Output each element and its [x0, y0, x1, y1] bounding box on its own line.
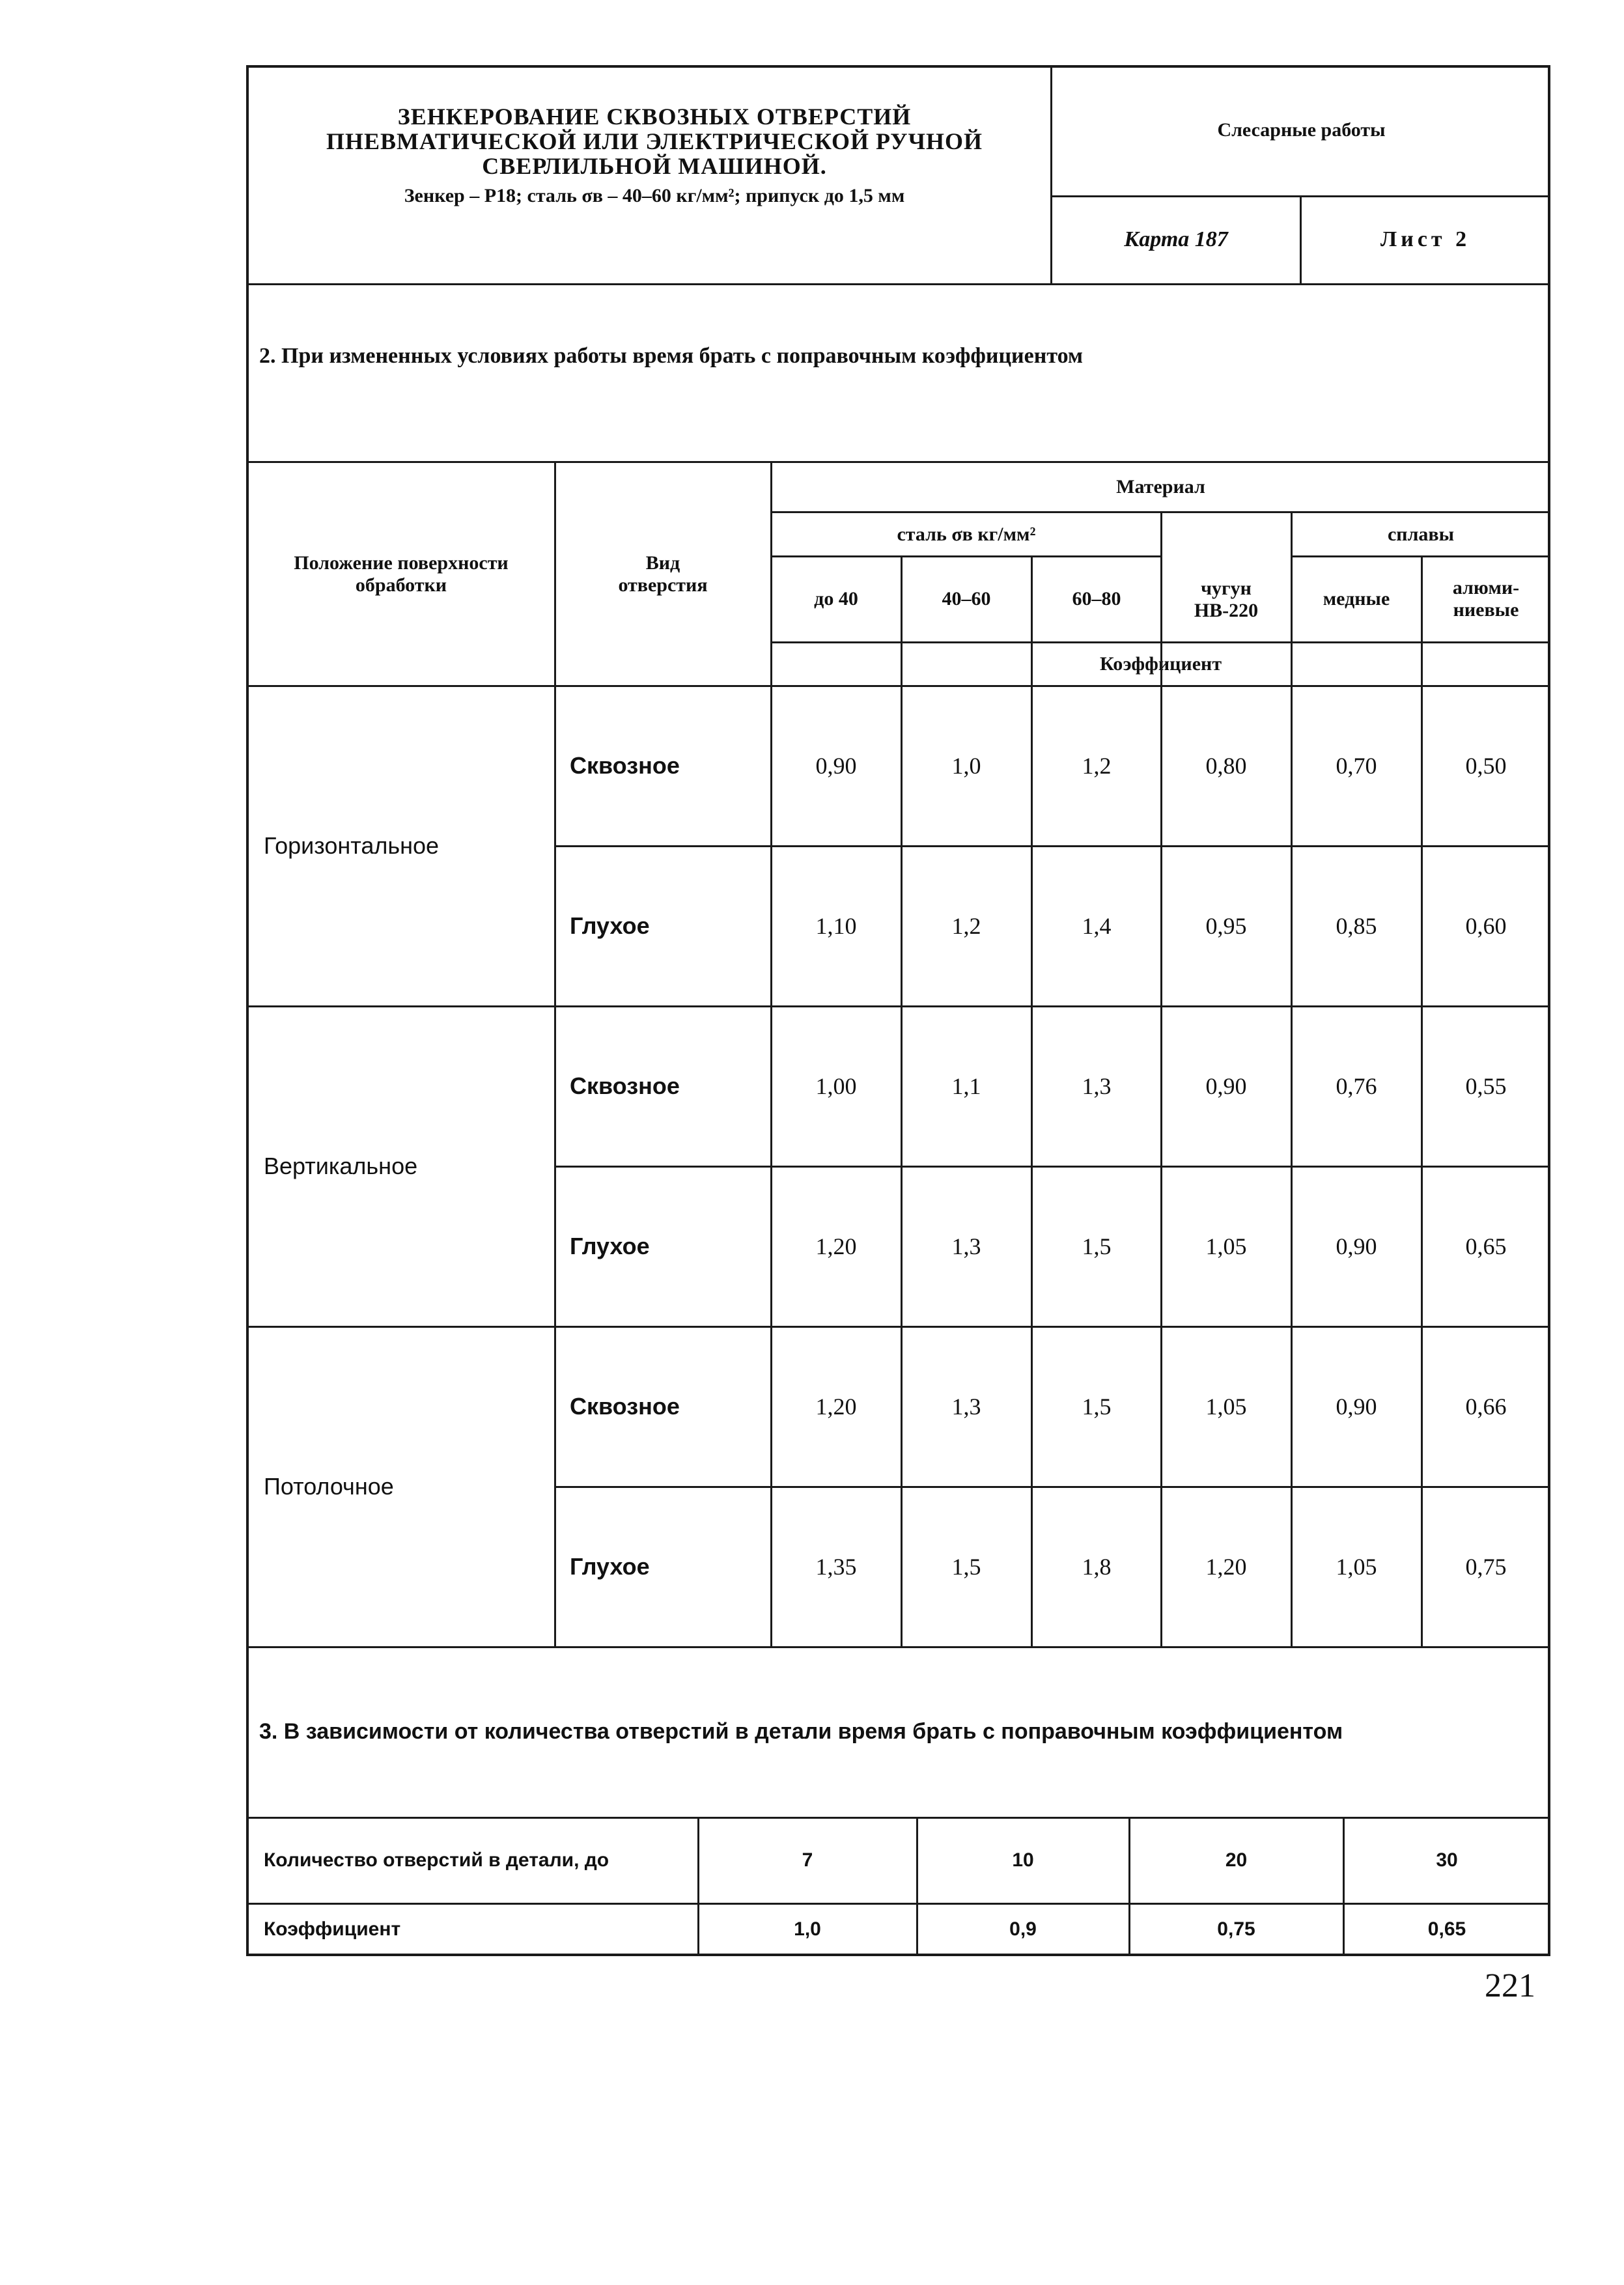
header-section: Слесарные работы: [1217, 119, 1386, 141]
t1-value: 0,80: [1205, 753, 1247, 779]
t1-position-horizontal: Горизонтальное: [264, 832, 440, 859]
t1-value: 0,55: [1465, 1073, 1507, 1099]
t1-header-steel-2: 40–60: [942, 588, 991, 610]
t1-hole-g2-r1: Сквозное: [570, 1072, 680, 1099]
t1-hole-g3-r1: Сквозное: [570, 1393, 680, 1420]
t1-value: 1,3: [951, 1233, 981, 1259]
t1-position-vertical: Вертикальное: [264, 1153, 418, 1179]
t2-row1-value: 20: [1225, 1849, 1248, 1871]
t1-group-line-1: [246, 1005, 1550, 1007]
t1-value: 0,60: [1465, 913, 1507, 939]
header-bottom-line: [246, 283, 1550, 285]
t1-group-line-2: [246, 1326, 1550, 1328]
t1-value: 1,05: [1205, 1233, 1247, 1259]
t2-row2-value: 1,0: [794, 1918, 821, 1940]
t1-value: 0,90: [1336, 1233, 1377, 1259]
header-subtitle: Зенкер – Р18; сталь σв – 40–60 кг/мм²; припуск до 1,5 мм: [404, 185, 905, 206]
t1-value: 0,75: [1465, 1554, 1507, 1580]
note-2: 2. При измененных условиях работы время брать с поправочным коэффициентом: [259, 344, 1084, 368]
header-sheet: Лист 2: [1380, 227, 1471, 251]
t2-row1-label: Количество отверстий в детали, до: [264, 1849, 609, 1871]
t1-value: 1,8: [1082, 1554, 1112, 1580]
t1-header-steel: сталь σв кг/мм²: [897, 523, 1036, 545]
t1-value: 1,3: [1082, 1073, 1112, 1099]
t1-header-alloy-copper: медные: [1323, 588, 1390, 610]
t1-value: 1,3: [951, 1394, 981, 1420]
t1-value: 0,95: [1205, 913, 1247, 939]
header-card: Карта 187: [1124, 227, 1228, 251]
t1-value: 0,50: [1465, 753, 1507, 779]
t1-header-steel-1: до 40: [814, 588, 858, 610]
t1-value: 0,90: [1336, 1394, 1377, 1420]
t1-value: 0,76: [1336, 1073, 1377, 1099]
t1-header-alloy-aluminium: алюми-ниевые: [1452, 577, 1520, 621]
header-title: ЗЕНКЕРОВАНИЕ СКВОЗНЫХ ОТВЕРСТИЙ ПНЕВМАТИЧЕСКОЙ ИЛИ ЭЛЕКТРИЧЕСКОЙ РУЧНОЙ СВЕРЛИЛЬНОЙ МАШИНОЙ.: [326, 104, 983, 179]
t1-value: 1,1: [951, 1073, 981, 1099]
t1-value: 1,5: [1082, 1394, 1112, 1420]
header-title-block: [273, 104, 1035, 207]
t1-value: 1,4: [1082, 913, 1112, 939]
t1-value: 0,70: [1336, 753, 1377, 779]
t1-value: 1,0: [951, 753, 981, 779]
t1-value: 1,10: [815, 913, 857, 939]
t1-value: 0,90: [815, 753, 857, 779]
t2-row2-value: 0,75: [1217, 1918, 1255, 1940]
t2-row1-value: 7: [802, 1849, 813, 1871]
note-3: 3. В зависимости от количества отверстий в детали время брать с поправочным коэффициентом: [259, 1719, 1343, 1744]
t1-header-material: Материал: [1116, 475, 1205, 498]
t1-value: 1,05: [1336, 1554, 1377, 1580]
page-number: 221: [1485, 1967, 1535, 2004]
t2-row2-value: 0,65: [1427, 1918, 1466, 1940]
t1-hole-g3-r2: Глухое: [570, 1553, 650, 1580]
t1-value: 1,05: [1205, 1394, 1247, 1420]
t1-value: 1,35: [815, 1554, 857, 1580]
t1-value: 0,90: [1205, 1073, 1247, 1099]
t1-value: 0,66: [1465, 1394, 1507, 1420]
t2-row1-value: 10: [1012, 1849, 1034, 1871]
t1-bottom-line: [246, 1646, 1550, 1648]
t2-row2-label: Коэффициент: [264, 1918, 401, 1940]
t1-value: 1,2: [1082, 753, 1112, 779]
t1-value: 1,20: [1205, 1554, 1247, 1580]
t1-hole-g1-r2: Глухое: [570, 912, 650, 939]
t1-header-cast-iron: чугун НВ-220: [1194, 578, 1259, 621]
t1-value: 0,65: [1465, 1233, 1507, 1259]
t1-position-ceiling: Потолочное: [264, 1473, 394, 1500]
t1-value: 1,5: [1082, 1233, 1112, 1259]
t1-value: 1,20: [815, 1394, 857, 1420]
t1-hole-g2-r2: Глухое: [570, 1233, 650, 1259]
t1-header-hole: Вид отверстия: [618, 552, 708, 596]
t1-header-coef: Коэффициент: [1099, 653, 1222, 675]
t1-value: 0,85: [1336, 913, 1377, 939]
t1-value: 1,20: [815, 1233, 857, 1259]
t2-row2-value: 0,9: [1009, 1918, 1037, 1940]
t1-value: 1,5: [951, 1554, 981, 1580]
t1-header-steel-3: 60–80: [1072, 588, 1121, 610]
t1-header-position: Положение поверхности обработки: [294, 552, 509, 596]
t2-row1-value: 30: [1436, 1849, 1458, 1871]
t1-value: 1,2: [951, 913, 981, 939]
t1-row-line-2: [554, 1166, 1550, 1168]
t1-col-line-1: [554, 461, 556, 1647]
t1-hole-g1-r1: Сквозное: [570, 752, 680, 779]
t1-row-line-1: [554, 845, 1550, 847]
t1-header-bottom: [246, 685, 1550, 687]
t1-row-line-3: [554, 1486, 1550, 1488]
t1-header-alloys: сплавы: [1387, 523, 1455, 545]
t1-value: 1,00: [815, 1073, 857, 1099]
